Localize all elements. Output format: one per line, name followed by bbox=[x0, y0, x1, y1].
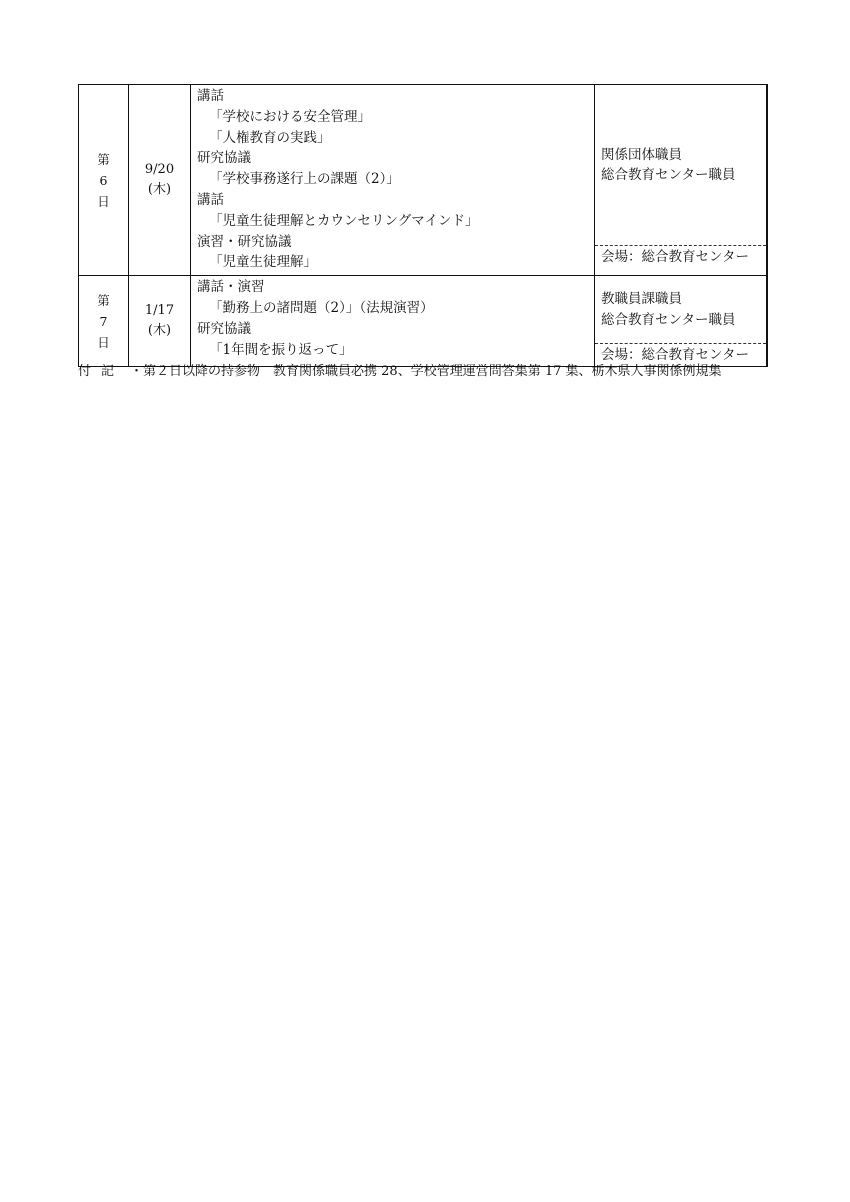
content-line: 「1年間を振り返って」 bbox=[209, 341, 353, 358]
day-char: 第 bbox=[97, 292, 110, 308]
session-weekday: (木) bbox=[147, 323, 172, 339]
content-line: 「学校事務遂行上の課題（2）」 bbox=[209, 171, 400, 188]
day-char: 日 bbox=[97, 193, 110, 209]
day-char: 第 bbox=[97, 151, 110, 167]
venue: 会場：総合教育センター bbox=[595, 343, 766, 366]
content-line: 講話・演習 bbox=[197, 279, 265, 296]
day-cell bbox=[79, 276, 129, 367]
content-line: 研究協議 bbox=[197, 320, 251, 337]
content-line: 「勤務上の諸問題（2）」（法規演習） bbox=[209, 299, 434, 316]
day-char: 日 bbox=[97, 334, 110, 350]
schedule-table bbox=[78, 84, 768, 367]
note-text: ・第２日以降の持参物 教育関係職員必携 28、学校管理運営問答集第 17 集、栃木県人事関係例規集 bbox=[130, 364, 722, 379]
content-line: 研究協議 bbox=[197, 150, 251, 167]
content-cell bbox=[191, 85, 595, 276]
content-line: 「児童生徒理解とカウンセリングマインド」 bbox=[209, 212, 479, 229]
content-line: 講話 bbox=[197, 88, 224, 104]
lecturer: 総合教育センター職員 bbox=[601, 311, 736, 328]
date-cell bbox=[129, 276, 191, 367]
day-number: 6 bbox=[99, 172, 108, 188]
venue: 会場：総合教育センター bbox=[595, 245, 766, 268]
content-line: 演習・研究協議 bbox=[197, 233, 292, 250]
note-label: 付記 bbox=[78, 364, 125, 379]
lecturer-cell bbox=[595, 85, 767, 276]
lecturer-list bbox=[595, 276, 766, 343]
day-number: 7 bbox=[99, 313, 108, 329]
lecturer: 教職員課職員 bbox=[601, 291, 682, 308]
lecturer-list bbox=[595, 85, 766, 245]
content-line: 「人権教育の実践」 bbox=[209, 129, 331, 146]
lecturer: 関係団体職員 bbox=[601, 146, 682, 163]
session-date: 9/20 bbox=[144, 162, 175, 178]
session-date: 1/17 bbox=[144, 303, 175, 319]
content-cell bbox=[191, 276, 595, 367]
lecturer: 総合教育センター職員 bbox=[601, 167, 736, 183]
content-line: 講話 bbox=[197, 191, 224, 208]
content-line: 「児童生徒理解」 bbox=[209, 254, 317, 271]
session-row bbox=[79, 276, 767, 367]
lecturer-cell bbox=[595, 276, 767, 367]
session-weekday: (木) bbox=[147, 182, 172, 198]
content-line: 「学校における安全管理」 bbox=[209, 108, 371, 125]
session-row bbox=[79, 85, 767, 276]
date-cell bbox=[129, 85, 191, 276]
supplementary-note bbox=[78, 360, 722, 379]
day-cell bbox=[79, 85, 129, 276]
